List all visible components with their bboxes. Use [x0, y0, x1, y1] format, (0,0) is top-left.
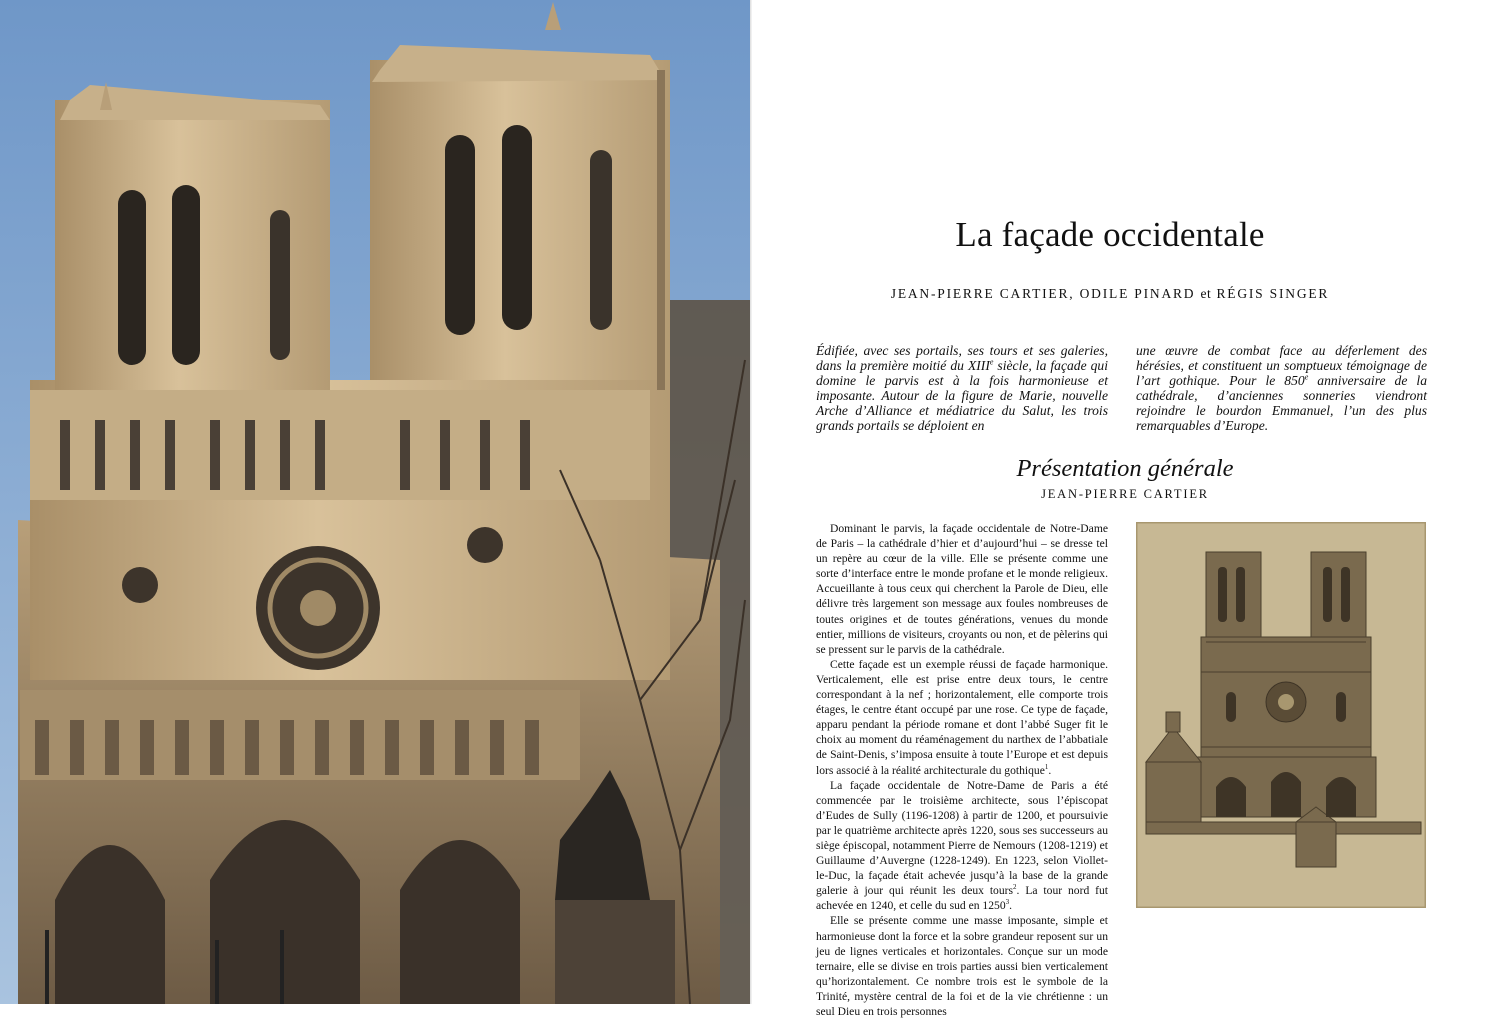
body-paragraph-2-text: Cette façade est un exemple réussi de façade harmonique. Verticalement, elle est prise entre deux tours, le centre correspondant à la nef ; horizontalement, elle comporte trois étages, le centre étant occupé par une rose. Ce type de façade, apparu pendant la période romane et dont l’abbé Suger fit le choix au moment du réaménagement du narthex de l’abbatiale de Saint-Denis, s’imposa ensuite à toute l’Europe et est depuis lors associé à la réalité architecturale du gothique — [816, 657, 1108, 777]
section-author: JEAN-PIERRE CARTIER — [1041, 487, 1209, 501]
page-gutter — [750, 0, 752, 1004]
article-title: La façade occidentale — [955, 215, 1265, 254]
body-paragraph-3-tail: . La tour nord fut achevée en 1240, et celle du sud en 1250 — [816, 884, 1109, 913]
article-authors — [820, 286, 1400, 302]
section-title: Présentation générale — [1016, 455, 1234, 482]
intro-column-1 — [816, 343, 1108, 434]
intro-col2-text-a: une œuvre de combat face au déferlement des hérésies, et constituent un somptueux témoignage de l’art gothique. Pour le 850 — [1136, 343, 1427, 389]
footnote-ref-2: 2 — [1013, 883, 1017, 892]
body-paragraph-2: Cette façade est un exemple réussi de façade harmonique. Verticalement, elle est prise entre deux tours, le centre correspondant à la nef ; horizontalement, elle comporte trois étages, le centre étant occupé par une rose. Ce type de façade, apparu pendant la période romane et dont l’abbé Suger fit le choix au moment du réaménagement du narthex de l’abbatiale de Saint-Denis, s’imposa ensuite à toute l’Europe et est depuis lors associé à la réalité architecturale du gothique$^1$. — [816, 657, 1108, 777]
intro-column-2 — [1136, 343, 1427, 434]
section-body — [816, 521, 1108, 1019]
intro-col1-text-a: Édifiée, avec ses portails, ses tours et ses galeries, dans la première moitié du XIII — [816, 343, 1108, 374]
facade-photo — [0, 0, 750, 1004]
footnote-ref-1: 1 — [1044, 762, 1049, 771]
body-paragraph-3: La façade occidentale de Notre-Dame de Paris a été commencée par le troisième architecte, sous l’épiscopat d’Eudes de Sully (1196-1208) à partir de 1200, et poursuivie par le quatrième architecte après 1220, sous ses successeurs au siège épiscopal, notamment Pierre de Nemours (1208-1219) et Guillaume d’Auvergne (1228-1249). En 1223, selon Viollet-le-Duc, la façade était achevée jusqu’à la base de la grande galerie à jour qui réunit les deux tours$^2$. La tour nord fut achevée en 1240, et celle du sud en 1250$^3$. — [816, 778, 1109, 913]
body-paragraph-3-text: La façade occidentale de Notre-Dame de Paris a été commencée par le troisième architecte, sous l’épiscopat d’Eudes de Sully (1196-1208) à partir de 1200, et poursuivie par le quatrième architecte après 1220, sous ses successeurs au siège épiscopal, notamment Pierre de Nemours (1208-1219) et Guillaume d’Auvergne (1228-1249). En 1223, selon Viollet-le-Duc, la façade était achevée jusqu’à la base de la grande galerie à jour qui réunit les deux tours — [816, 778, 1108, 898]
authors-conjunction: et — [1200, 286, 1212, 301]
intro-col2-superscript: e — [1304, 372, 1309, 382]
intro-col2-text-b: anniversaire de la cathédrale, d’anciennes sonneries viendront rejoindre le bourdon Emmanuel, l’un des plus remarquables d’Europe. — [1136, 373, 1428, 434]
authors-names-1: JEAN-PIERRE CARTIER, ODILE PINARD — [890, 286, 1196, 301]
body-paragraph-1: Dominant le parvis, la façade occidentale de Notre-Dame de Paris – la cathédrale d’hier et d’aujourd’hui – se dresse tel un repère au cœur de la ville. Elle se présente comme une sorte d’interface entre le monde profane et le monde religieux. Accueillante à tous ceux qui cherchent la Parole de Dieu, elle délivre très largement son message aux foules nombreuses de toutes origines et de toutes générations, venues du monde entier, millions de visiteurs, croyants ou non, et de pèlerins qui se pressent sur le parvis de la cathédrale. — [816, 522, 1108, 656]
authors-names-2: RÉGIS SINGER — [1216, 286, 1330, 301]
footnote-ref-3: 3 — [1005, 898, 1010, 907]
body-paragraph-4: Elle se présente comme une masse imposante, simple et harmonieuse dont la force et la sobre grandeur reposent sur un jeu de lignes verticales et horizontales. Conçue sur un mode ternaire, elle se divise en trois parties aussi bien verticalement qu’horizontalement. Ce nombre trois est le symbole de la Trinité, mystère central de la foi et de la vie chrétienne : un seul Dieu en trois personnes — [816, 914, 1108, 1018]
engraving-figure — [1136, 522, 1426, 908]
intro-col1-superscript: e — [989, 357, 994, 367]
intro-col1-text-b: siècle, la façade qui domine le parvis est à la fois harmonieuse et imposante. Autour de la figure de Marie, nouvelle Arche d’Alliance et médiatrice du Salut, les trois grands portails se déploient en — [816, 358, 1109, 434]
